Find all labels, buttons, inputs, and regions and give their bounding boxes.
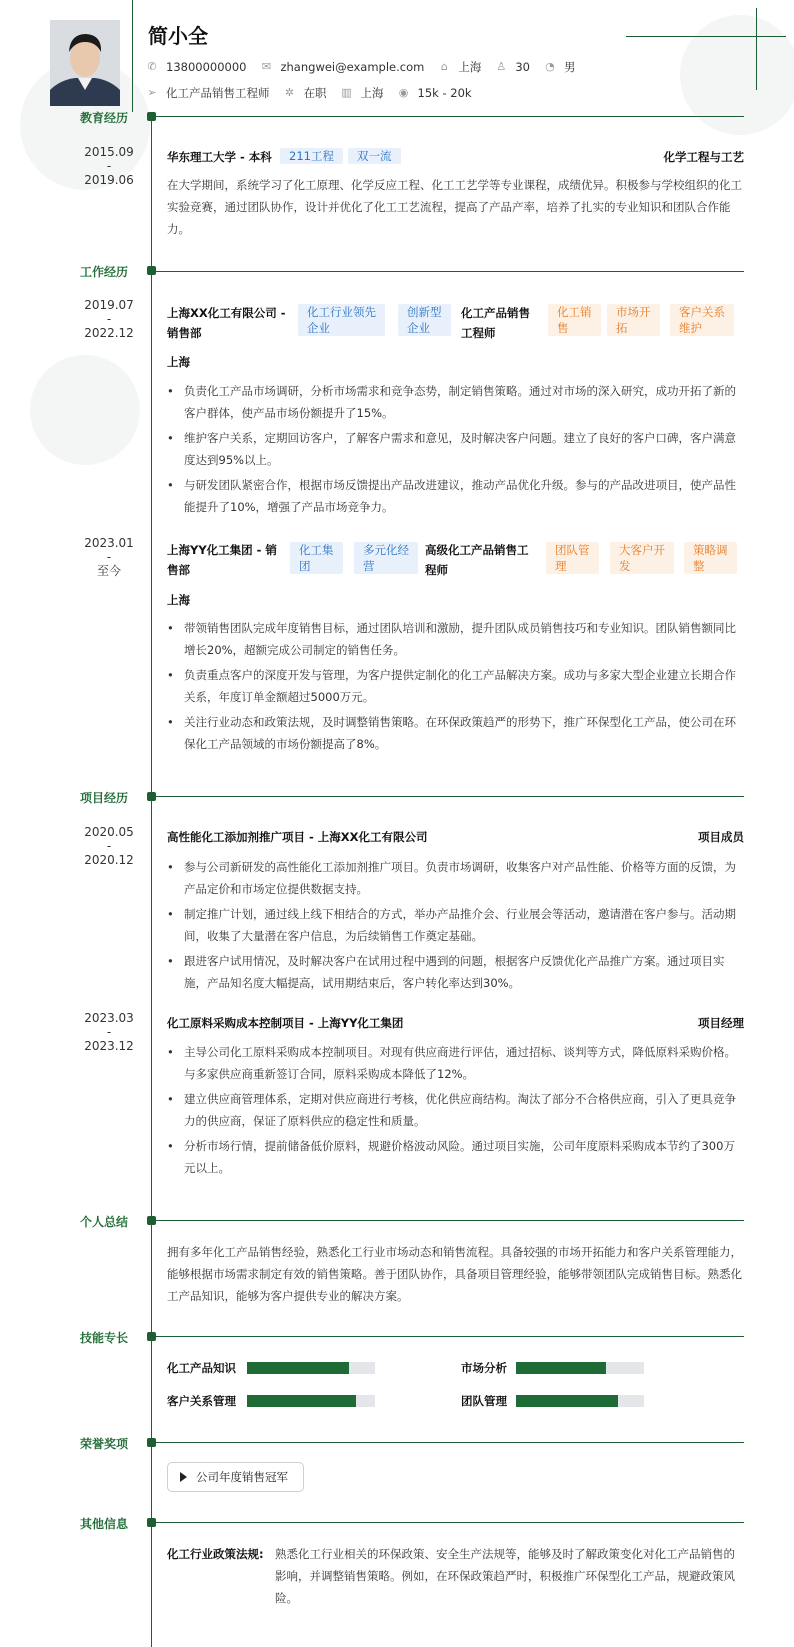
- decor-circle-top-right: [680, 15, 794, 135]
- salary: 15k - 20k: [417, 86, 472, 100]
- work-location: 上海: [167, 355, 190, 369]
- skill-bar-fill: [516, 1395, 618, 1407]
- skill-name: 客户关系管理: [167, 1394, 236, 1408]
- section-title-education: 教育经历: [80, 111, 129, 125]
- skill-bar: [247, 1395, 375, 1407]
- work-bullet: • 负责化工产品市场调研，分析市场需求和竞争态势，制定销售策略。通过对市场的深入研究，成功开拓了新的客户群体，使产品市场份额提升了15%。: [167, 380, 744, 424]
- project-bullet: • 参与公司新研发的高性能化工添加剂推广项目。负责市场调研，收集客户对产品性能、价格等方面的反馈，为产品定价和市场定位提供数据支持。: [167, 856, 744, 900]
- location-icon: ⌂: [440, 60, 448, 73]
- company-name: 上海XX化工有限公司 - 销售部: [167, 306, 286, 340]
- project-title: 高性能化工添加剂推广项目 - 上海XX化工有限公司: [167, 830, 428, 844]
- other-text: 熟悉化工行业相关的环保政策、安全生产法规等，能够及时了解政策变化对化工产品销售的影响，并调整销售策略。例如，在环保政策趋严时，积极推广环保型化工产品，规避政策风险。: [275, 1547, 735, 1605]
- section-title-skills: 技能专长: [80, 1331, 129, 1345]
- avatar: [50, 20, 120, 106]
- work-bullet: • 负责重点客户的深度开发与管理，为客户提供定制化的化工产品解决方案。成功与多家大型企业建立长期合作关系，年度订单金额超过5000万元。: [167, 664, 744, 708]
- position-title: 高级化工产品销售工 程师: [425, 543, 529, 577]
- skill-tag: 大客户开 发: [610, 542, 674, 574]
- work-location: 上海: [167, 593, 190, 607]
- phone-item: [146, 60, 246, 74]
- education-tag: 双一流: [348, 148, 401, 164]
- skill-name: 团队管理: [461, 1394, 507, 1408]
- skill-bar-fill: [516, 1362, 606, 1374]
- skill-tag: 策略调 整: [684, 542, 737, 574]
- age-icon: ♙: [496, 60, 507, 73]
- gender: 男: [563, 60, 576, 74]
- project-role: 项目经理: [698, 1016, 744, 1030]
- section-divider: [156, 1336, 744, 1337]
- play-icon: [180, 1472, 187, 1482]
- section-title-summary: 个人总结: [80, 1215, 129, 1229]
- section-marker: [147, 1332, 156, 1341]
- salary-icon: ◉: [398, 86, 409, 99]
- email-item: [260, 60, 424, 74]
- section-marker: [147, 1216, 156, 1225]
- city-item: [438, 59, 481, 75]
- decor-circle-mid-left: [30, 355, 140, 465]
- work-bullet: • 关注行业动态和政策法规，及时调整销售策略。在环保政策趋严的形势下，推广环保型化工产品，使公司在环保化工产品领域的市场份额提高了8%。: [167, 711, 744, 755]
- section-title-other: 其他信息: [80, 1517, 129, 1531]
- send-icon: ➢: [147, 86, 157, 99]
- gender-icon: ◔: [545, 60, 555, 73]
- project-bullet: • 建立供应商管理体系，定期对供应商进行考核，优化供应商结构。淘汰了部分不合格供应商，引入了更具竞争力的供应商，保证了原料供应的稳定性和质量。: [167, 1088, 744, 1132]
- company-tag: 创新型 企业: [398, 304, 451, 336]
- job-info-row: [146, 85, 486, 101]
- section-marker: [147, 1438, 156, 1447]
- skill-bar-fill: [247, 1395, 356, 1407]
- work-bullet: • 维护客户关系，定期回访客户，了解客户需求和意见，及时解决客户问题。建立了良好的客户口碑，客户满意度达到95%以上。: [167, 427, 744, 471]
- skill-bar: [516, 1395, 644, 1407]
- section-divider: [156, 1442, 744, 1443]
- decor-vline-top-right: [756, 8, 757, 90]
- work-city: 上海: [360, 86, 384, 100]
- education-description: 在大学期间，系统学习了化工原理、化学反应工程、化工工艺学等专业课程，成绩优异。积极参与学校组织的化工实验竞赛，通过团队协作，设计并优化了化工工艺流程，提高了产品产率，培养了扎实的专业知识和团队合作能力。: [167, 178, 742, 236]
- company-tag: 化工行业领先 企业: [298, 304, 385, 336]
- email-address: zhangwei@example.com: [280, 60, 425, 74]
- skill-bar: [247, 1362, 375, 1374]
- school-name: 华东理工大学 - 本科: [167, 150, 272, 164]
- education-date: 2015.09 - 2019.06: [84, 145, 134, 187]
- building-icon: ▥: [341, 86, 352, 99]
- age: 30: [515, 60, 530, 74]
- skill-bar-fill: [247, 1362, 349, 1374]
- work-city-item: [341, 85, 384, 101]
- company-tag: 多元化经 营: [354, 542, 418, 574]
- skill-tag: 客户关系 维护: [670, 304, 734, 336]
- work-bullet: • 带领销售团队完成年度销售目标，通过团队培训和激励，提升团队成员销售技巧和专业知识。团队销售额同比增长20%，超额完成公司制定的销售任务。: [167, 617, 744, 661]
- section-marker: [147, 112, 156, 121]
- timeline-line: [151, 112, 152, 1647]
- section-divider: [156, 271, 744, 272]
- company-tag: 化工集 团: [290, 542, 343, 574]
- section-divider: [156, 1522, 744, 1523]
- gender-item: [544, 59, 576, 75]
- skill-tag: 团队管 理: [546, 542, 599, 574]
- phone-number: 13800000000: [166, 60, 247, 74]
- skill-tag: 化工销 售: [548, 304, 601, 336]
- project-title: 化工原料采购成本控制项目 - 上海YY化工集团: [167, 1016, 404, 1030]
- section-marker: [147, 792, 156, 801]
- project-role: 项目成员: [698, 830, 744, 844]
- skill-name: 化工产品知识: [167, 1361, 236, 1375]
- summary-text: 拥有多年化工产品销售经验，熟悉化工行业市场动态和销售流程。具备较强的市场开拓能力和客户关系管理能力，能够根据市场需求制定有效的销售策略。善于团队协作，具备项目管理经验，能够带领团队完成销售目标。熟悉化工产品知识，能够为客户提供专业的解决方案。: [167, 1245, 742, 1303]
- mail-icon: ✉: [261, 60, 272, 73]
- section-title-projects: 项目经历: [80, 791, 129, 805]
- contact-info-row: [146, 59, 589, 75]
- project-bullet: • 主导公司化工原料采购成本控制项目。对现有供应商进行评估，通过招标、谈判等方式，降低原料采购价格。与多家供应商重新签订合同，原料采购成本降低了12%。: [167, 1041, 744, 1085]
- city: 上海: [458, 60, 482, 74]
- section-divider: [156, 796, 744, 797]
- section-marker: [147, 266, 156, 275]
- work-date: 2023.01 - 至今: [84, 536, 134, 578]
- job-title-item: [146, 85, 270, 101]
- project-date: 2020.05 - 2020.12: [84, 825, 134, 867]
- section-divider: [156, 116, 744, 117]
- skill-name: 市场分析: [461, 1361, 507, 1375]
- skill-bar: [516, 1362, 644, 1374]
- education-tag: 211工程: [280, 148, 343, 164]
- job-title: 化工产品销售工程师: [166, 86, 270, 100]
- section-divider: [156, 1220, 744, 1221]
- section-marker: [147, 1518, 156, 1527]
- project-date: 2023.03 - 2023.12: [84, 1011, 134, 1053]
- award-item[interactable]: [167, 1462, 304, 1492]
- major: 化学工程与工艺: [663, 150, 744, 164]
- work-bullet: • 与研发团队紧密合作，根据市场反馈提出产品改进建议，推动产品优化升级。参与的产品改进项目，使产品性能提升了10%，增强了产品市场竞争力。: [167, 474, 744, 518]
- company-name: 上海YY化工集团 - 销 售部: [167, 543, 277, 577]
- award-name: 公司年度销售冠军: [196, 1470, 288, 1484]
- phone-icon: ✆: [147, 60, 157, 73]
- work-date: 2019.07 - 2022.12: [84, 298, 134, 340]
- decor-line-top-right: [626, 36, 786, 37]
- skill-tag: 市场开 拓: [607, 304, 660, 336]
- status-icon: ✲: [284, 86, 295, 99]
- project-bullet: • 制定推广计划，通过线上线下相结合的方式，举办产品推介会、行业展会等活动，邀请潜在客户参与。活动期间，收集了大量潜在客户信息，为后续销售工作奠定基础。: [167, 903, 744, 947]
- project-bullet: • 分析市场行情，提前储备低价原料，规避价格波动风险。通过项目实施，公司年度原料采购成本节约了300万元以上。: [167, 1135, 744, 1179]
- position-title: 化工产品销售 工程师: [461, 306, 530, 340]
- status-item: [284, 85, 327, 101]
- decor-vline-photo: [132, 0, 133, 112]
- section-title-work: 工作经历: [80, 265, 129, 279]
- candidate-name: 简小全: [148, 24, 208, 48]
- salary-item: [398, 86, 472, 100]
- project-bullet: • 跟进客户试用情况，及时解决客户在试用过程中遇到的问题，根据客户反馈优化产品推广方案。通过项目实施，产品知名度大幅提高，试用期结束后，客户转化率达到30%。: [167, 950, 744, 994]
- job-status: 在职: [303, 86, 327, 100]
- section-title-awards: 荣誉奖项: [80, 1437, 129, 1451]
- other-label: 化工行业政策法规:: [167, 1547, 264, 1561]
- age-item: [495, 60, 530, 74]
